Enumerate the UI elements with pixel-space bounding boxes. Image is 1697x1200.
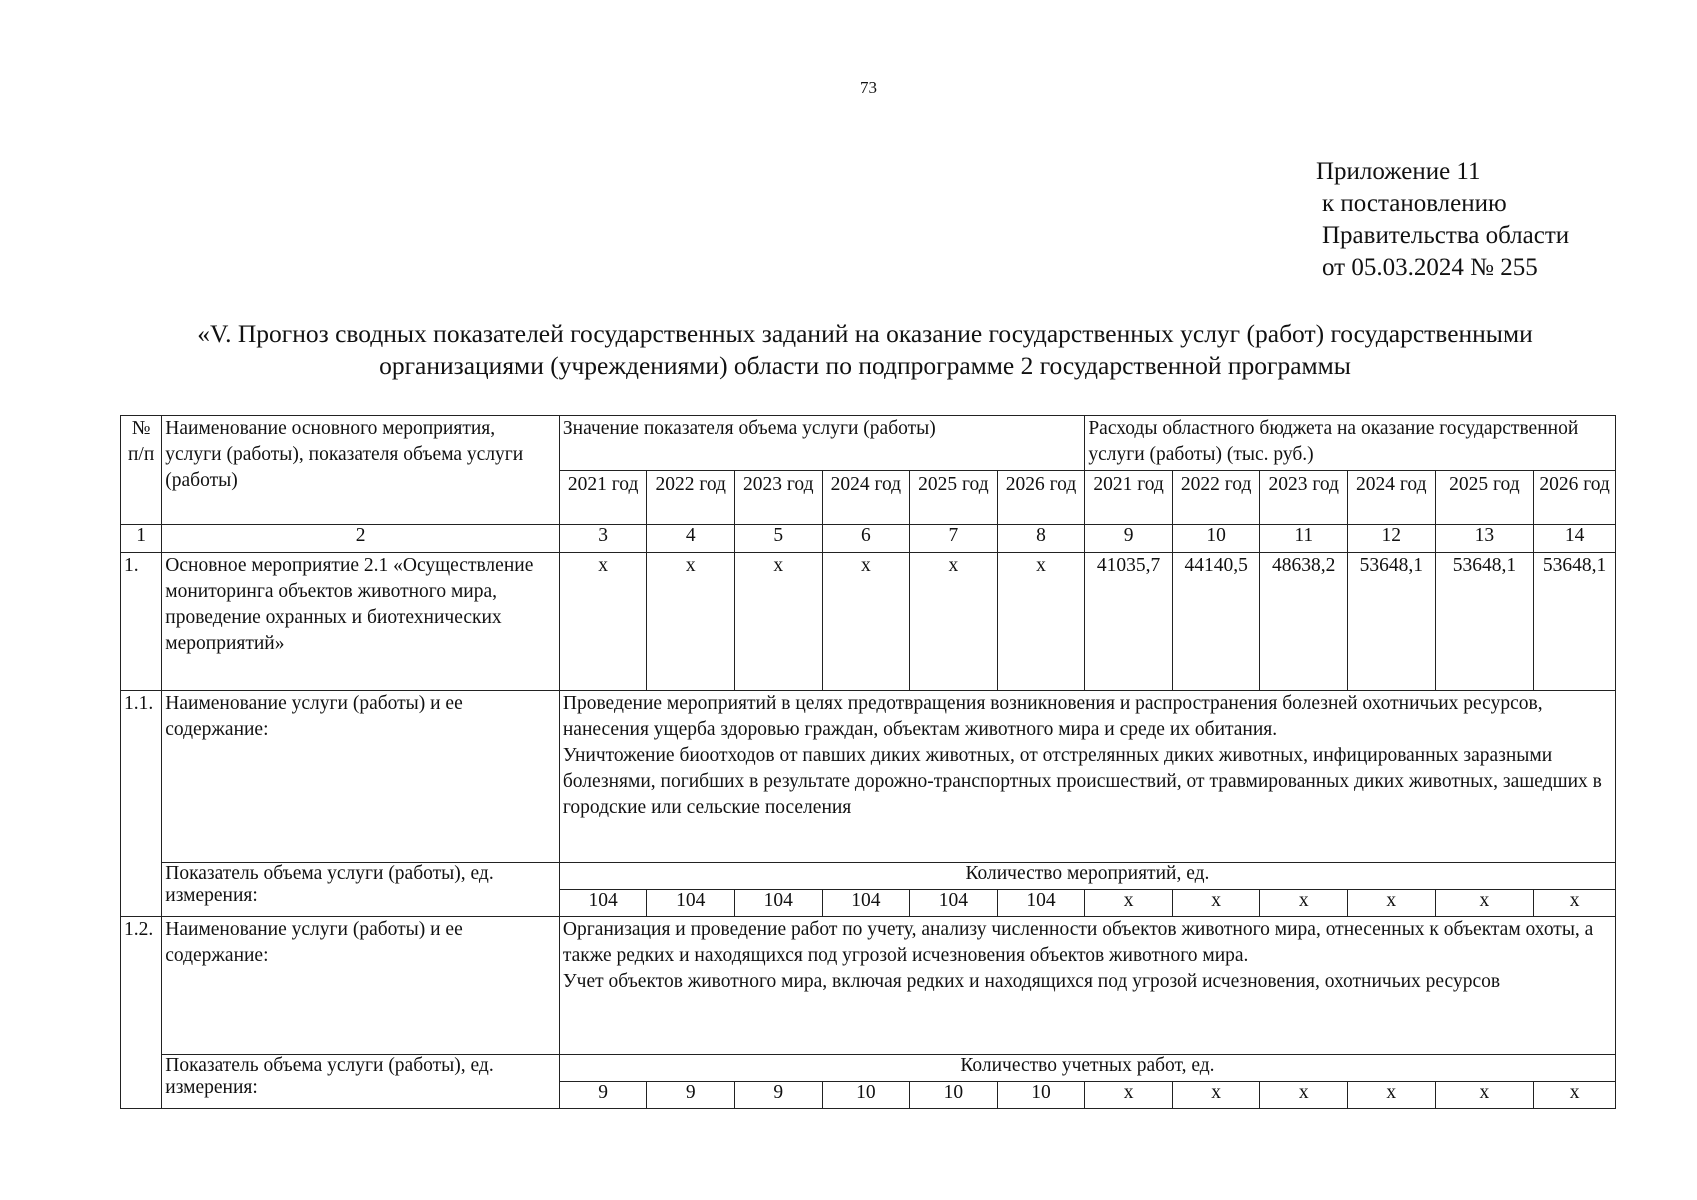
column-number: 6 [822, 525, 910, 553]
expense-value: x [1534, 1082, 1616, 1109]
volume-value: x [910, 553, 998, 691]
expense-value: x [1172, 1082, 1260, 1109]
expense-value: x [1435, 1082, 1534, 1109]
expense-value: x [1260, 1082, 1348, 1109]
column-number: 14 [1534, 525, 1616, 553]
appendix-line: Правительства области [1322, 222, 1570, 249]
document-title [100, 318, 1630, 382]
expense-value: 48638,2 [1260, 553, 1348, 691]
column-number: 12 [1348, 525, 1436, 553]
row-number: 1. [121, 553, 162, 691]
volume-value: x [647, 553, 735, 691]
volume-year-header: 2021 год [559, 471, 647, 525]
column-number: 5 [735, 525, 823, 553]
expense-value: 53648,1 [1348, 553, 1436, 691]
volume-year-header: 2026 год [997, 471, 1085, 525]
expense-value: x [1435, 890, 1534, 917]
expense-value: x [1085, 890, 1173, 917]
appendix-line: от 05.03.2024 № 255 [1322, 254, 1538, 281]
column-number: 13 [1435, 525, 1534, 553]
expense-value: 44140,5 [1172, 553, 1260, 691]
service-description [559, 691, 1615, 863]
header-expenses: Расходы областного бюджета на оказание государственной услуги (работы) (тыс. руб.) [1085, 416, 1616, 471]
indicator-unit: Количество мероприятий, ед. [559, 863, 1615, 890]
column-number: 9 [1085, 525, 1173, 553]
volume-value: 104 [997, 890, 1085, 917]
expense-value: 53648,1 [1534, 553, 1616, 691]
service-text: Проведение мероприятий в целях предотвращения возникновения и распространения болезней охотничьих ресурсов, нанесения ущерба здоровью граждан, объектам животного мира и среде их обитания. [562, 693, 1543, 740]
title-line: организациями (учреждениями) области по подпрограмме 2 государственной программы [379, 351, 1351, 380]
volume-year-header: 2022 год [647, 471, 735, 525]
volume-value: 10 [910, 1082, 998, 1109]
expense-value: x [1348, 1082, 1436, 1109]
expense-value: x [1172, 890, 1260, 917]
expense-year-header: 2024 год [1348, 471, 1436, 525]
volume-value: 104 [559, 890, 647, 917]
expense-value: x [1348, 890, 1436, 917]
volume-year-header: 2025 год [910, 471, 998, 525]
volume-year-header: 2024 год [822, 471, 910, 525]
service-label: Наименование услуги (работы) и ее содержание: [162, 917, 560, 1055]
service-text: Организация и проведение работ по учету, анализу численности объектов животного мира, отнесенных к объектам охоты, а также редких и находящихся под угрозой исчезновения объектов животного мира. [562, 919, 1594, 966]
column-number: 8 [997, 525, 1085, 553]
volume-value: x [997, 553, 1085, 691]
appendix-block [1316, 156, 1569, 284]
volume-value: 104 [647, 890, 735, 917]
column-number: 3 [559, 525, 647, 553]
volume-value: 9 [735, 1082, 823, 1109]
header-num: № п/п [121, 416, 162, 525]
volume-year-header: 2023 год [735, 471, 823, 525]
volume-value: 104 [822, 890, 910, 917]
expense-value: x [1085, 1082, 1173, 1109]
expense-year-header: 2025 год [1435, 471, 1534, 525]
volume-value: x [735, 553, 823, 691]
expense-value: 41035,7 [1085, 553, 1173, 691]
volume-value: 9 [647, 1082, 735, 1109]
expense-value: x [1260, 890, 1348, 917]
expense-value: x [1534, 890, 1616, 917]
volume-value: 104 [910, 890, 998, 917]
forecast-table [120, 415, 1616, 1109]
main-activity-name: Основное мероприятие 2.1 «Осуществление мониторинга объектов животного мира, проведение охранных и биотехнических мероприятий» [162, 553, 560, 691]
column-number: 4 [647, 525, 735, 553]
indicator-unit: Количество учетных работ, ед. [559, 1055, 1615, 1082]
appendix-line: к постановлению [1322, 190, 1507, 217]
indicator-label: Показатель объема услуги (работы), ед. измерения: [162, 863, 560, 917]
volume-value: x [559, 553, 647, 691]
column-number: 11 [1260, 525, 1348, 553]
row-number: 1.1. [121, 691, 162, 917]
service-text: Уничтожение биоотходов от павших диких животных, от отстрелянных диких животных, инфицированных заразными болезнями, погибших в результате дорожно-транспортных происшествий, от травмированных диких животных, зашедших в городские или сельские поселения [562, 745, 1602, 818]
volume-value: 10 [997, 1082, 1085, 1109]
column-number: 2 [162, 525, 560, 553]
volume-value: 9 [559, 1082, 647, 1109]
title-line: «V. Прогноз сводных показателей государственных заданий на оказание государственных услуг (работ) государственными [197, 319, 1533, 348]
service-label: Наименование услуги (работы) и ее содержание: [162, 691, 560, 863]
row-number: 1.2. [121, 917, 162, 1109]
volume-value: x [822, 553, 910, 691]
indicator-label: Показатель объема услуги (работы), ед. измерения: [162, 1055, 560, 1109]
service-description [559, 917, 1615, 1055]
expense-year-header: 2021 год [1085, 471, 1173, 525]
expense-year-header: 2026 год [1534, 471, 1616, 525]
column-number: 10 [1172, 525, 1260, 553]
expense-year-header: 2023 год [1260, 471, 1348, 525]
volume-value: 104 [735, 890, 823, 917]
expense-year-header: 2022 год [1172, 471, 1260, 525]
volume-value: 10 [822, 1082, 910, 1109]
service-text: Учет объектов животного мира, включая редких и находящихся под угрозой исчезновения, охотничьих ресурсов [562, 971, 1501, 992]
expense-value: 53648,1 [1435, 553, 1534, 691]
appendix-line: Приложение 11 [1316, 158, 1481, 185]
page-number: 73 [860, 78, 877, 97]
column-number: 7 [910, 525, 998, 553]
column-number: 1 [121, 525, 162, 553]
header-name: Наименование основного мероприятия, услуги (работы), показателя объема услуги (работы) [162, 416, 560, 525]
header-volume: Значение показателя объема услуги (работы) [559, 416, 1084, 471]
